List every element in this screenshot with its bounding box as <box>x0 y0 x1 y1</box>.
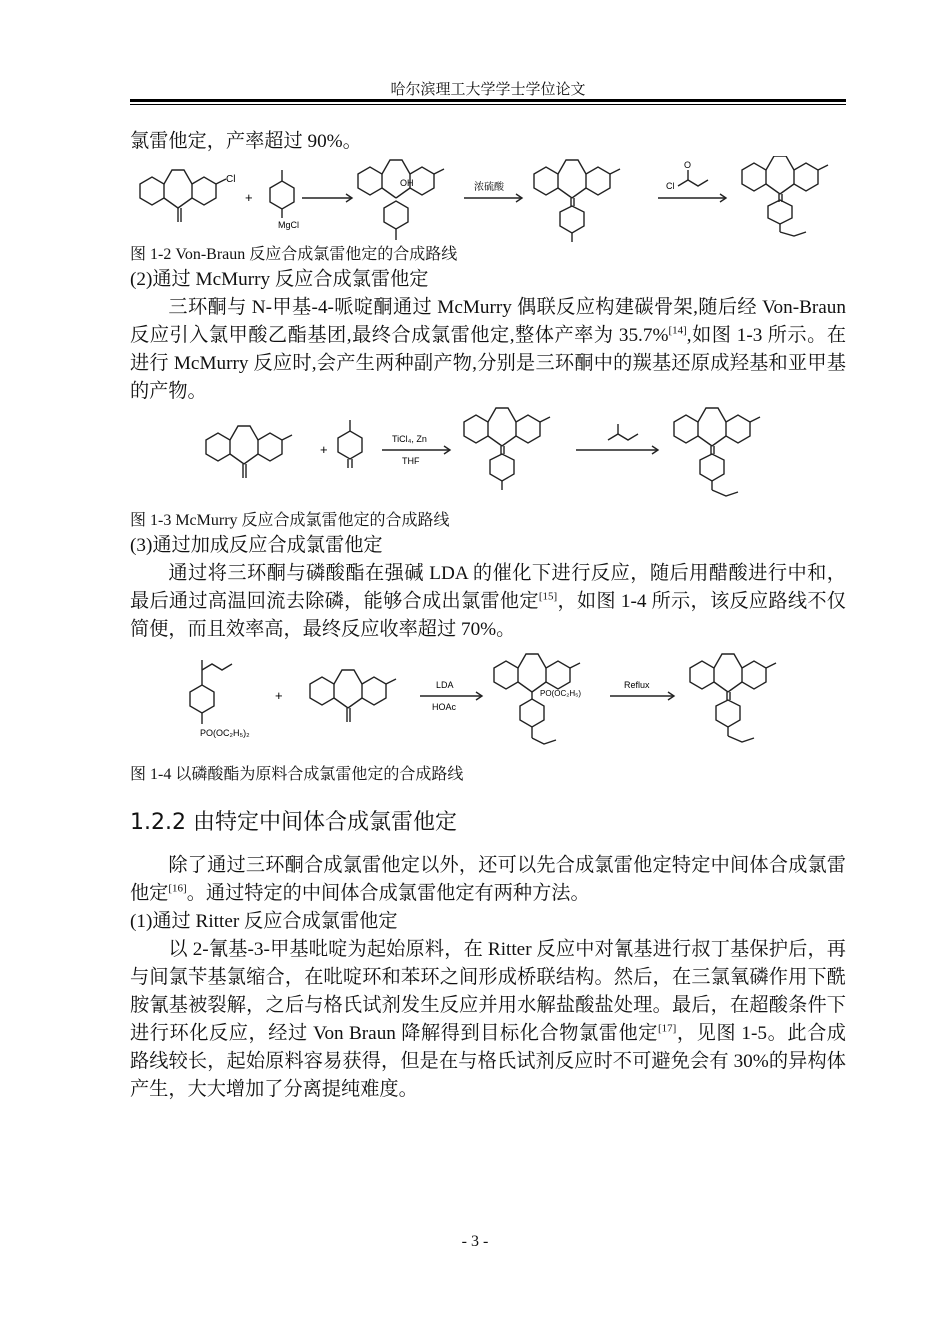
subheading-mcmurry: (2)通过 McMurry 反应合成氯雷他定 <box>130 269 429 290</box>
figure-caption-1-4: 图 1-4 以磷酸酯为原料合成氯雷他定的合成路线 <box>130 766 464 783</box>
header-rule-thick <box>130 99 846 102</box>
scheme-1-4 <box>130 652 846 764</box>
plus-sign: + <box>320 442 328 457</box>
paragraph-continued: 氯雷他定，产率超过 90%。 <box>130 131 362 152</box>
cl-atom-label: Cl <box>226 174 236 185</box>
section-heading-1-2-2: 1.2.2 由特定中间体合成氯雷他定 <box>130 810 457 835</box>
paragraph-mcmurry: 三环酮与 N-甲基-4-哌啶酮通过 McMurry 偶联反应构建碳骨架,随后经 Von-Braun 反应引入氯甲酸乙酯基团,最终合成氯雷他定,整体产率为 35.7%[14],如图 1-3 所示。在进行 McMurry 反应时,会产生两种副产物,分别是三环酮中的羰基还原成羟基和亚甲基的产物。 <box>130 297 847 402</box>
o-atom-label: O <box>684 160 692 170</box>
mgcl-label: MgCl <box>278 220 300 230</box>
phosphonate-label: PO(OC₂H₅) <box>540 689 581 698</box>
figure-caption-1-2: 图 1-2 Von-Braun 反应合成氯雷他定的合成路线 <box>130 246 458 263</box>
subheading-ritter: (1)通过 Ritter 反应合成氯雷他定 <box>130 911 398 932</box>
page-number: - 3 - <box>461 1233 489 1250</box>
paragraph-ritter: 以 2-氰基-3-甲基吡啶为起始原料，在 Ritter 反应中对氰基进行叔丁基保护后，再与间氯苄基氯缩合，在吡啶环和苯环之间形成桥联结构。然后，在三氯氧磷作用下酰胺氰基被裂解，之后与格氏试剂发生反应并用水解盐酸盐处理。最后，在超酸条件下进行环化反应，经过 Von Braun 降解得到目标化合物氯雷他定[17]，见图 1-5。此合成路线较长，起始原料容易获得，但是在与格氏试剂反应时不可避免会有 30%的异构体产生，大大增加了分离提纯难度。 <box>130 939 846 1100</box>
running-header: 哈尔滨理工大学学士学位论文 <box>390 82 586 98</box>
reagent-bottom-label: THF <box>402 456 420 466</box>
figure-caption-1-3: 图 1-3 McMurry 反应合成氯雷他定的合成路线 <box>130 512 450 529</box>
header-rule-thin <box>130 104 846 105</box>
paragraph-intermediate: 除了通过三环酮合成氯雷他定以外，还可以先合成氯雷他定特定中间体合成氯雷他定[16]。通过特定的中间体合成氯雷他定有两种方法。 <box>130 855 846 904</box>
page-content <box>130 128 846 1104</box>
cl-atom-label: Cl <box>666 181 675 191</box>
scheme-1-2 <box>130 156 846 244</box>
subheading-addition: (3)通过加成反应合成氯雷他定 <box>130 535 383 556</box>
reagent-top-label: LDA <box>436 680 454 690</box>
plus-sign: + <box>275 688 283 703</box>
plus-sign: + <box>245 190 253 205</box>
reagent-bottom-label: HOAc <box>432 702 457 712</box>
phosphonate-label: PO(OC₂H₅)₂ <box>200 728 250 738</box>
reaction-scheme-2 <box>130 406 846 510</box>
reaction-scheme-1 <box>130 156 846 244</box>
oh-label: OH <box>400 178 414 188</box>
reagent-top-label: TiCl₄, Zn <box>392 434 427 444</box>
reflux-label: Reflux <box>624 680 650 690</box>
scheme-1-3 <box>130 406 846 510</box>
reaction-scheme-3 <box>130 652 846 764</box>
paragraph-addition: 通过将三环酮与磷酸酯在强碱 LDA 的催化下进行反应，随后用醋酸进行中和，最后通过高温回流去除磷，能够合成出氯雷他定[15]，如图 1-4 所示，该反应路线不仅简便，而且效率高，最终反应收率超过 70%。 <box>130 563 846 640</box>
reagent-label: 浓硫酸 <box>474 182 504 193</box>
